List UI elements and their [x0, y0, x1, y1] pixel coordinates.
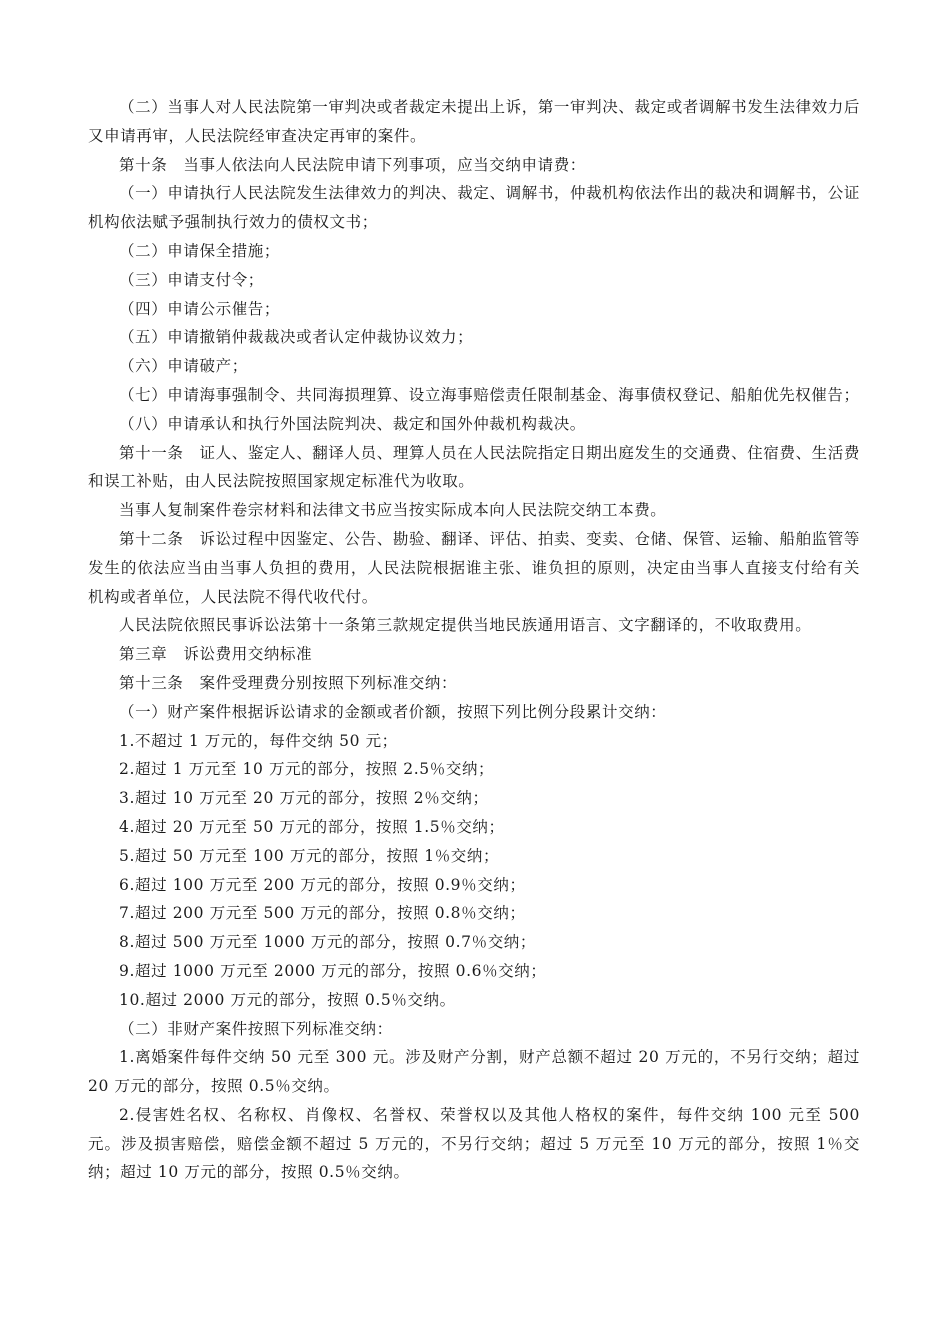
paragraph: 当事人复制案件卷宗材料和法律文书应当按实际成本向人民法院交纳工本费。 — [119, 501, 667, 520]
list-item: （四）申请公示催告； — [119, 299, 281, 318]
list-item: （八）申请承认和执行外国法院判决、裁定和国外仲裁机构裁决。 — [119, 414, 586, 433]
list-item: （七）申请海事强制令、共同海损理算、设立海事赔偿责任限制基金、海事债权登记、船舶优先权催告； — [119, 385, 860, 404]
fee-tier-item: 9.超过 1000 万元至 2000 万元的部分，按照 0.6％交纳； — [119, 961, 547, 980]
list-item: 1.离婚案件每件交纳 50 元至 300 元。涉及财产分割，财产总额不超过 20 万元的，不另行交纳；超过 20 万元的部分，按照 0.5％交纳。 — [88, 1048, 860, 1096]
paragraph: （二）非财产案件按照下列标准交纳： — [119, 1019, 393, 1038]
list-item: （六）申请破产； — [119, 357, 248, 376]
fee-tier-item: 6.超过 100 万元至 200 万元的部分，按照 0.9％交纳； — [119, 875, 526, 894]
fee-tier-item: 10.超过 2000 万元的部分，按照 0.5％交纳。 — [119, 990, 456, 1009]
fee-tier-item: 4.超过 20 万元至 50 万元的部分，按照 1.5％交纳； — [119, 817, 505, 836]
paragraph: 人民法院依照民事诉讼法第十一条第三款规定提供当地民族通用语言、文字翻译的，不收取费用。 — [119, 616, 812, 635]
list-item: 2.侵害姓名权、名称权、肖像权、名誉权、荣誉权以及其他人格权的案件，每件交纳 100 元至 500 元。涉及损害赔偿，赔偿金额不超过 5 万元的，不另行交纳；超过 5 万元至 10 万元的部分，按照 1％交纳；超过 10 万元的部分，按照 0.5％交纳。 — [88, 1105, 860, 1182]
fee-tier-item: 8.超过 500 万元至 1000 万元的部分，按照 0.7％交纳； — [119, 933, 537, 952]
paragraph: （一）申请执行人民法院发生法律效力的判决、裁定、调解书，仲裁机构依法作出的裁决和调解书，公证机构依法赋予强制执行效力的债权文书； — [88, 184, 860, 232]
list-item: （二）申请保全措施； — [119, 241, 281, 260]
document-body — [88, 93, 860, 1187]
fee-tier-item: 1.不超过 1 万元的，每件交纳 50 元； — [119, 731, 398, 750]
fee-tier-item: 5.超过 50 万元至 100 万元的部分，按照 1％交纳； — [119, 846, 500, 865]
chapter-3-heading: 第三章 诉讼费用交纳标准 — [119, 645, 313, 664]
article-12-paragraph: 第十二条 诉讼过程中因鉴定、公告、勘验、翻译、评估、拍卖、变卖、仓储、保管、运输、船舶监管等发生的依法应当由当事人负担的费用，人民法院根据谁主张、谁负担的原则，决定由当事人直接支付给有关机构或者单位，人民法院不得代收代付。 — [88, 529, 860, 606]
fee-tier-item: 3.超过 10 万元至 20 万元的部分，按照 2％交纳； — [119, 789, 489, 808]
paragraph: （一）财产案件根据诉讼请求的金额或者价额，按照下列比例分段累计交纳： — [119, 702, 667, 721]
article-11-paragraph: 第十一条 证人、鉴定人、翻译人员、理算人员在人民法院指定日期出庭发生的交通费、住宿费、生活费和误工补贴，由人民法院按照国家规定标准代为收取。 — [88, 443, 860, 491]
list-item: （五）申请撤销仲裁裁决或者认定仲裁协议效力； — [119, 328, 474, 347]
fee-tier-item: 7.超过 200 万元至 500 万元的部分，按照 0.8％交纳； — [119, 904, 526, 923]
fee-tier-item: 2.超过 1 万元至 10 万元的部分，按照 2.5％交纳； — [119, 760, 495, 779]
article-10-heading: 第十条 当事人依法向人民法院申请下列事项，应当交纳申请费： — [119, 155, 586, 174]
paragraph: （二）当事人对人民法院第一审判决或者裁定未提出上诉，第一审判决、裁定或者调解书发生法律效力后又申请再审，人民法院经审查决定再审的案件。 — [88, 98, 860, 145]
list-item: （三）申请支付令； — [119, 270, 264, 289]
article-13-heading: 第十三条 案件受理费分别按照下列标准交纳： — [119, 673, 458, 692]
